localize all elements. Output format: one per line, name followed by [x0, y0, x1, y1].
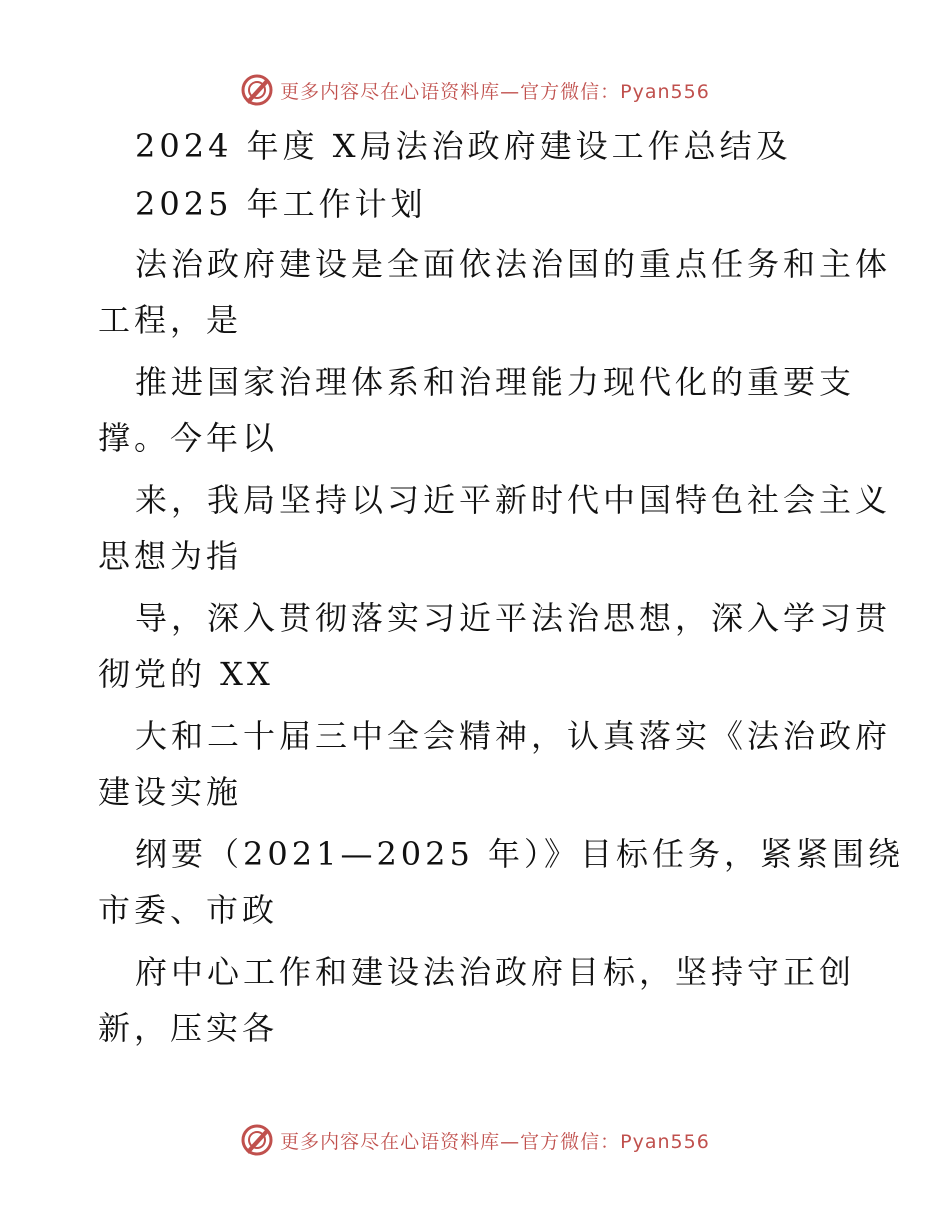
footer-watermark: [0, 1120, 950, 1160]
body-line: 来，我局坚持以习近平新时代中国特色社会主义: [135, 481, 892, 519]
footer-watermark-text: 更多内容尽在心语资料库—官方微信：Pyan556: [280, 1130, 710, 1153]
body-line: 工程，是: [98, 301, 243, 339]
body-line: 大和二十届三中全会精神，认真落实《法治政府: [135, 717, 892, 755]
body-line: 纲要（2021—2025 年）》目标任务，紧紧围绕: [135, 835, 905, 873]
pen-logo-icon: [240, 1123, 274, 1157]
body-line: 新，压实各: [98, 1009, 279, 1047]
body-line: 府中心工作和建设法治政府目标，坚持守正创: [135, 953, 856, 991]
header-watermark-text: 更多内容尽在心语资料库—官方微信：Pyan556: [280, 80, 710, 103]
body-line: 市委、市政: [98, 891, 279, 929]
title-line-1: 2024 年度 X局法治政府建设工作总结及: [135, 127, 792, 165]
body-line: 彻党的 XX: [98, 655, 274, 693]
title-line-2: 2025 年工作计划: [135, 185, 427, 223]
body-line: 推进国家治理体系和治理能力现代化的重要支: [135, 363, 856, 401]
pen-logo-icon: [240, 73, 274, 107]
body-line: 思想为指: [98, 537, 243, 575]
header-watermark: [0, 70, 950, 110]
body-line: 撑。今年以: [98, 419, 279, 457]
body-line: 建设实施: [98, 773, 243, 811]
body-line: 法治政府建设是全面依法治国的重点任务和主体: [135, 245, 892, 283]
body-line: 导，深入贯彻落实习近平法治思想，深入学习贯: [135, 599, 892, 637]
